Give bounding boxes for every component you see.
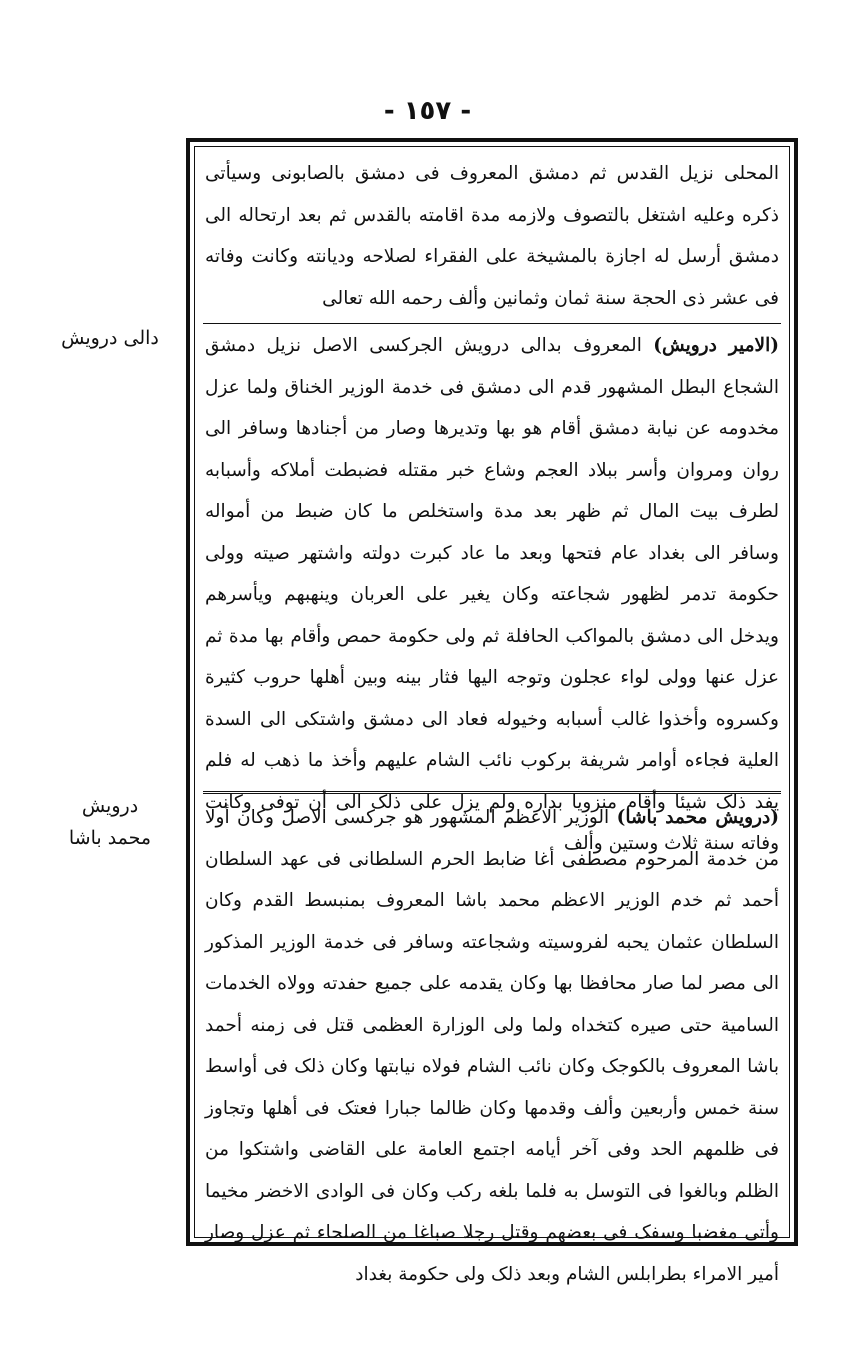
entry-body: المحلی نزیل القدس ثم دمشق المعروف فی دمشق بالصابونی وسیأتی ذکره وعلیه اشتغل بالتصوف ولازمه مدة اقامته بالقدس ثم بعد ارتحاله الی دمشق أرسل له اجازة بالمشیخة علی الفقراء لصلاحه ودیانته وکانت وفاته فی عشر ذی الحجة سنة ثمان وثمانین وألف رحمه الله تعالی [205,163,779,309]
entry-paragraph [195,797,789,1295]
entry-heading: (درویش محمد باشا) [616,807,779,828]
text-frame-inner [194,146,790,1285]
entry-dervish-muhammad-pasha [195,797,789,1295]
entry-body: الوزیر الاعظم المشهور هو جرکسی الاصل وکان أولا من خدمة المرحوم مصطفی أغا ضابط الحرم السلطانی فی عهد السلطان أحمد ثم خدم الوزیر الاعظم محمد باشا المعروف بمنبسط القدم وکان السلطان عثمان یحبه لفروسیته وشجاعته وسافر فی خدمة الوزیر المذکور الی مصر لما صار محافظا بها وکان یقدمه علی جمیع حفدته وولاه الخدمات السامیة حتی صیره کتخداه ولما ولی الوزارة العظمی قتل فی زمنه أحمد باشا المعروف بالکوجک وکان نائب الشام فولاه نیابتها وکان ذلک فی أواسط سنة خمس وأربعین وألف وقدمها وکان ظالما جبارا فعتک فی أهلها وتجاوز فی ظلمهم الحد وفی آخر أیامه اجتمع العامة علی القاضی واشتکوا من الظلم وبالغوا فی التوسل به فلما بلغه رکب وکان فی الوادی الاخضر مخیما وأتی مغضبا وسفک فی بعضهم وقتل رجلا صباغا من الصلحاء ثم عزل وصار أمیر الامراء بطرابلس الشام وبعد ذلک ولی حکومة بغداد [205,807,779,1285]
margin-note-dali-dervish-text: دالی درویش [61,327,159,349]
entry-continuation [195,153,789,319]
entry-dali-dervish [195,325,789,865]
margin-note-line: درویش [81,795,139,817]
margin-note-dervish-muhammad-pasha [40,790,180,854]
entry-paragraph [195,325,789,865]
text-frame [186,138,798,1285]
margin-note-line: محمد باشا [68,827,152,849]
entry-heading: (الامیر درویش) [653,335,779,356]
page-number: - ١٥٧ - [383,96,472,126]
entry-body: المعروف بدالی درویش الجرکسی الاصل نزیل دمشق الشجاع البطل المشهور قدم الی دمشق فی خدمة الوزیر الخناق ولما عزل مخدومه عن نیابة دمشق أقام هو بها وتدیرها وصار من أجنادها وسافر الی روان ومروان وأسر ببلاد العجم وشاع خبر مقتله فضبطت أملاکه وأسبابه لطرف بیت المال ثم ظهر بعد مدة واستخلص ما کان ضبط من أمواله وسافر الی بغداد عام فتحها وبعد ما عاد کبرت دولته واشتهر صیته وولی حکومة تدمر لظهور شجاعته وکان یغیر علی العربان وینهبهم ویأسرهم ویدخل الی دمشق بالمواکب الحافلة ثم ولی حکومة حمص وأقام بها مدة ثم عزل عنها وولی لواء عجلون وتوجه الیها فثار بینه وبین أهلها حروب کثیرة وکسروه وأخذوا غالب أسبابه وخیوله فعاد الی دمشق واشتکی الی السدة العلیة فجاءه أوامر شریفة برکوب نائب الشام علیهم وأخذ ما ذهب له فلم یفد ذلک شیئا وأقام منزویا بداره ولم یزل علی ذلک الی أن توفی وکانت وفاته سنة ثلاث وستین وألف [205,335,779,854]
entry-divider [203,323,781,324]
margin-note-dali-dervish [40,322,180,354]
